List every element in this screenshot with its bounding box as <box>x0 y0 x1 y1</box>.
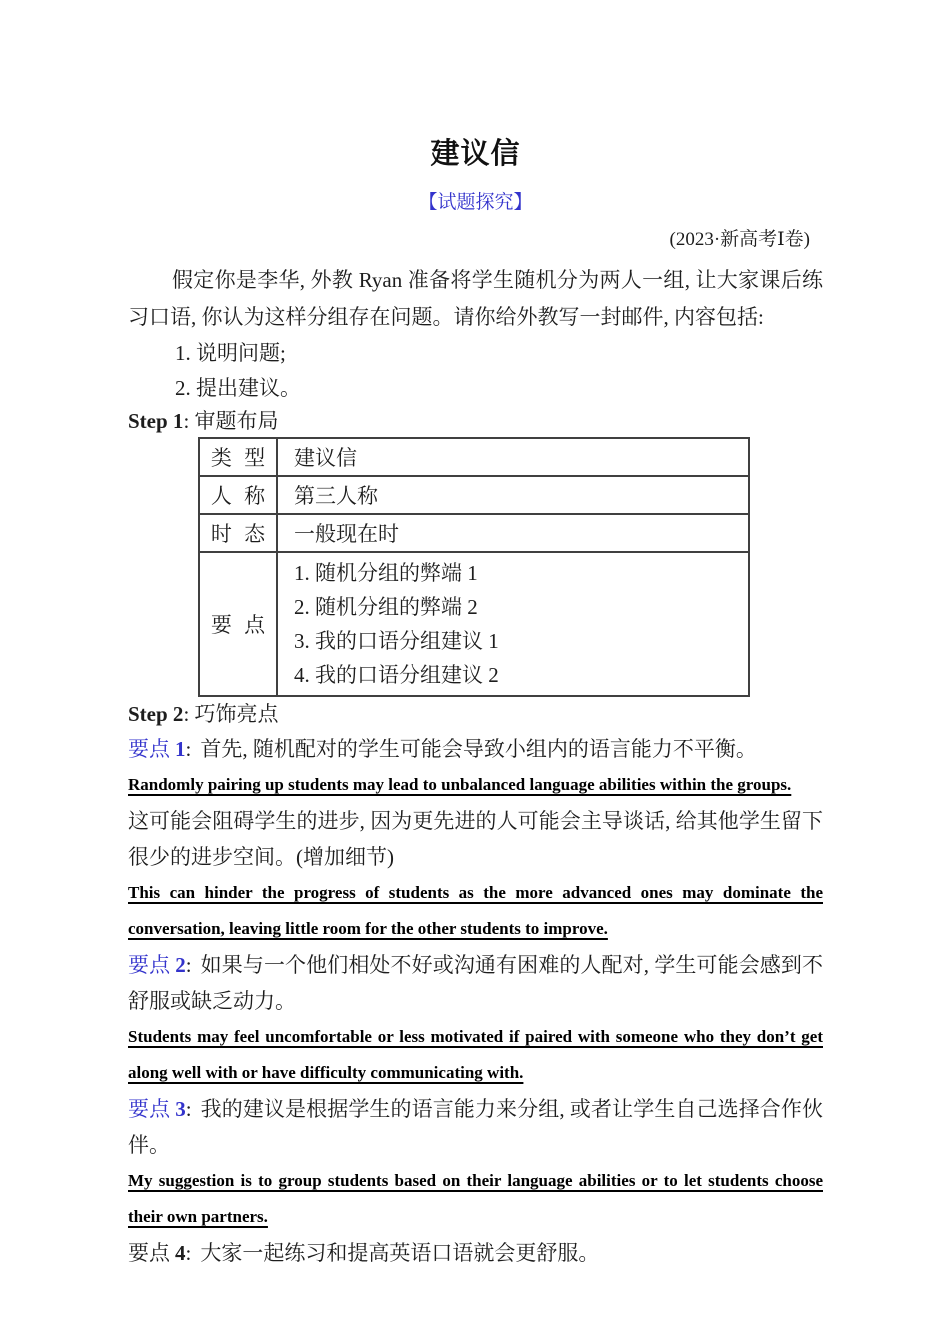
point4-number: 4 <box>175 1241 186 1265</box>
point3-en-sentence: My suggestion is to group students based on their language abilities or to let students choose their own partners. <box>128 1171 823 1226</box>
point1-colon: : <box>185 737 192 761</box>
point4-cn-text: 大家一起练习和提高英语口语就会更舒服。 <box>200 1241 600 1265</box>
step1-label: Step 1 <box>128 409 184 433</box>
point2-number: 2 <box>175 953 186 977</box>
analysis-table <box>198 437 750 697</box>
point2-label: 要点 <box>128 953 171 977</box>
table-row-tense <box>199 514 749 552</box>
prompt-item-1: 1. 说明问题; <box>175 341 286 365</box>
point2-cn-text: 如果与一个他们相处不好或沟通有困难的人配对, 学生可能会感到不舒服或缺乏动力。 <box>128 953 824 1013</box>
prompt-item-2: 2. 提出建议。 <box>175 376 301 400</box>
table-row-type <box>199 438 749 476</box>
key-point-item: 1. 随机分组的弊端 1 <box>294 561 478 585</box>
point1-cn-detail: 这可能会阻碍学生的进步, 因为更先进的人可能会主导谈话, 给其他学生留下很少的进步空间。(增加细节) <box>128 809 823 869</box>
point1-en-sentence: Randomly pairing up students may lead to unbalanced language abilities within the groups. <box>128 775 792 794</box>
row-header-tense: 时 态 <box>199 514 277 552</box>
point4-colon: : <box>185 1241 192 1265</box>
row-value-keypoints <box>277 552 749 696</box>
point4-label: 要点 <box>128 1241 170 1265</box>
point1-cn-line <box>128 731 823 767</box>
exam-source: (2023·新高考Ⅰ卷) <box>669 229 810 250</box>
point1-en-detail-sentence: This can hinder the progress of students as the more advanced ones may dominate the conversation, leaving little room for the other students to improve. <box>128 883 823 938</box>
point1-cn-text: 首先, 随机配对的学生可能会导致小组内的语言能力不平衡。 <box>200 737 757 761</box>
point1-label: 要点 <box>128 737 170 761</box>
row-value-tense: 一般现在时 <box>277 514 749 552</box>
step2-heading <box>128 702 823 727</box>
point2-colon: : <box>185 953 192 977</box>
section-header: 【试题探究】 <box>418 192 533 213</box>
key-point-item: 4. 我的口语分组建议 2 <box>294 663 499 687</box>
row-header-person: 人 称 <box>199 476 277 514</box>
point1-number: 1 <box>175 737 186 761</box>
row-value-person: 第三人称 <box>277 476 749 514</box>
step2-label: Step 2 <box>128 702 184 726</box>
point3-colon: : <box>185 1097 192 1121</box>
row-header-keypoints: 要 点 <box>199 552 277 696</box>
point2-cn-line <box>128 947 823 1019</box>
point4-cn-line <box>128 1235 823 1271</box>
key-point-item: 3. 我的口语分组建议 1 <box>294 629 499 653</box>
prompt-paragraph: 假定你是李华, 外教 Ryan 准备将学生随机分为两人一组, 让大家课后练习口语, 你认为这样分组存在问题。请你给外教写一封邮件, 内容包括: <box>128 268 823 329</box>
table-row-keypoints <box>199 552 749 696</box>
page-title: 建议信 <box>430 138 521 170</box>
point3-cn-line <box>128 1091 823 1163</box>
row-value-type: 建议信 <box>277 438 749 476</box>
table-row-person <box>199 476 749 514</box>
step2-title: : 巧饰亮点 <box>183 702 279 726</box>
point3-number: 3 <box>175 1097 186 1121</box>
point3-label: 要点 <box>128 1097 171 1121</box>
row-header-type: 类 型 <box>199 438 277 476</box>
step1-title: : 审题布局 <box>183 409 279 433</box>
step1-heading <box>128 409 823 434</box>
key-point-item: 2. 随机分组的弊端 2 <box>294 595 478 619</box>
point3-cn-text: 我的建议是根据学生的语言能力来分组, 或者让学生自己选择合作伙伴。 <box>128 1097 824 1157</box>
point2-en-sentence: Students may feel uncomfortable or less motivated if paired with someone who they don’t get along well with or have difficulty communicating with. <box>128 1027 823 1082</box>
